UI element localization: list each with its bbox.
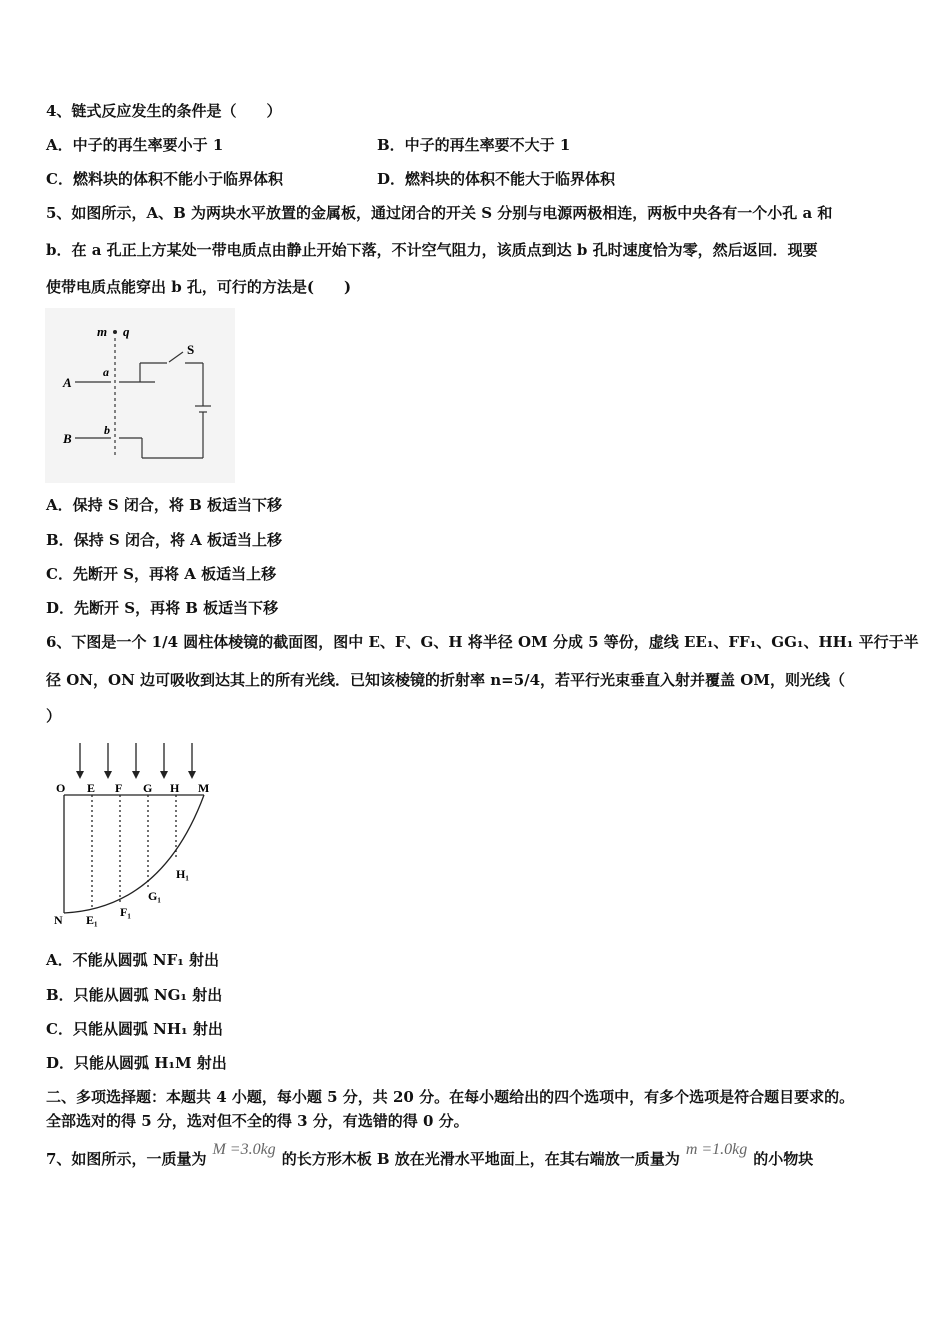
section2-line2: 全部选对的得 5 分，选对但不全的得 3 分，有选错的得 0 分。 bbox=[46, 1112, 469, 1130]
q6-option-c: C．只能从圆弧 NH₁ 射出 bbox=[46, 1020, 223, 1038]
capacitor-circuit-figure bbox=[45, 308, 235, 483]
q7-mass-m: m =1.0kg bbox=[685, 1141, 748, 1158]
q7-mass-M: M =3.0kg bbox=[212, 1141, 276, 1158]
label-E: E bbox=[87, 781, 96, 795]
label-a: a bbox=[103, 365, 109, 379]
label-N: N bbox=[54, 913, 63, 927]
q7-line1 bbox=[46, 1141, 814, 1170]
label-b: b bbox=[104, 423, 110, 437]
label-O: O bbox=[56, 781, 66, 795]
label-E1: E₁ bbox=[86, 913, 98, 927]
label-A: A bbox=[63, 375, 72, 390]
q6-line2: 径 ON，ON 边可吸收到达其上的所有光线．已知该棱镜的折射率 n=5/4，若平行光束垂直入射并覆盖 OM，则光线（ bbox=[46, 671, 845, 689]
q5-line2: b．在 a 孔正上方某处一带电质点由静止开始下落，不计空气阻力，该质点到达 b 孔时速度恰为零，然后返回．现要 bbox=[46, 241, 818, 259]
quarter-cylinder-prism-figure bbox=[52, 738, 222, 930]
label-s: S bbox=[187, 342, 195, 357]
q4-option-a: A．中子的再生率要小于 1 bbox=[46, 136, 224, 154]
q6-option-a: A．不能从圆弧 NF₁ 射出 bbox=[46, 951, 220, 969]
q5-line3: 使带电质点能穿出 b 孔，可行的方法是( ) bbox=[46, 278, 352, 296]
q4-option-d: D．燃料块的体积不能大于临界体积 bbox=[377, 170, 616, 188]
label-H: H bbox=[170, 781, 180, 795]
q6-line1: 6、下图是一个 1/4 圆柱体棱镜的截面图，图中 E、F、G、H 将半径 OM 分成 5 等份，虚线 EE₁、FF₁、GG₁、HH₁ 平行于半 bbox=[46, 633, 919, 651]
label-q: q bbox=[123, 324, 130, 339]
q4-stem: 4、链式反应发生的条件是（ ） bbox=[46, 102, 282, 120]
label-G: G bbox=[143, 781, 153, 795]
q7-text-1: 7、如图所示，一质量为 bbox=[46, 1150, 207, 1168]
label-F1: F₁ bbox=[120, 905, 131, 919]
label-m: m bbox=[97, 324, 108, 339]
q5-option-a: A．保持 S 闭合，将 B 板适当下移 bbox=[46, 496, 283, 514]
q5-line1: 5、如图所示，A、B 为两块水平放置的金属板，通过闭合的开关 S 分别与电源两极相连，两板中央各有一个小孔 a 和 bbox=[46, 204, 833, 222]
q4-option-b: B．中子的再生率要不大于 1 bbox=[377, 136, 571, 154]
section2-line1: 二、多项选择题：本题共 4 小题，每小题 5 分，共 20 分。在每小题给出的四个选项中，有多个选项是符合题目要求的。 bbox=[46, 1088, 855, 1106]
q6-option-b: B．只能从圆弧 NG₁ 射出 bbox=[46, 986, 223, 1004]
label-M: M bbox=[198, 781, 210, 795]
q4-option-c: C．燃料块的体积不能小于临界体积 bbox=[46, 170, 283, 188]
label-F: F bbox=[115, 781, 123, 795]
q6-line3: ） bbox=[46, 707, 62, 725]
q5-option-d: D．先断开 S，再将 B 板适当下移 bbox=[46, 599, 279, 617]
q7-text-2: 的长方形木板 B 放在光滑水平地面上，在其右端放一质量为 bbox=[281, 1150, 680, 1168]
q5-option-c: C．先断开 S，再将 A 板适当上移 bbox=[46, 565, 277, 583]
q7-text-3: 的小物块 bbox=[753, 1150, 814, 1168]
label-H1: H₁ bbox=[176, 867, 189, 881]
q5-option-b: B．保持 S 闭合，将 A 板适当上移 bbox=[46, 531, 283, 549]
q6-option-d: D．只能从圆弧 H₁M 射出 bbox=[46, 1054, 227, 1072]
label-G1: G₁ bbox=[148, 889, 161, 903]
label-B: B bbox=[63, 431, 72, 446]
